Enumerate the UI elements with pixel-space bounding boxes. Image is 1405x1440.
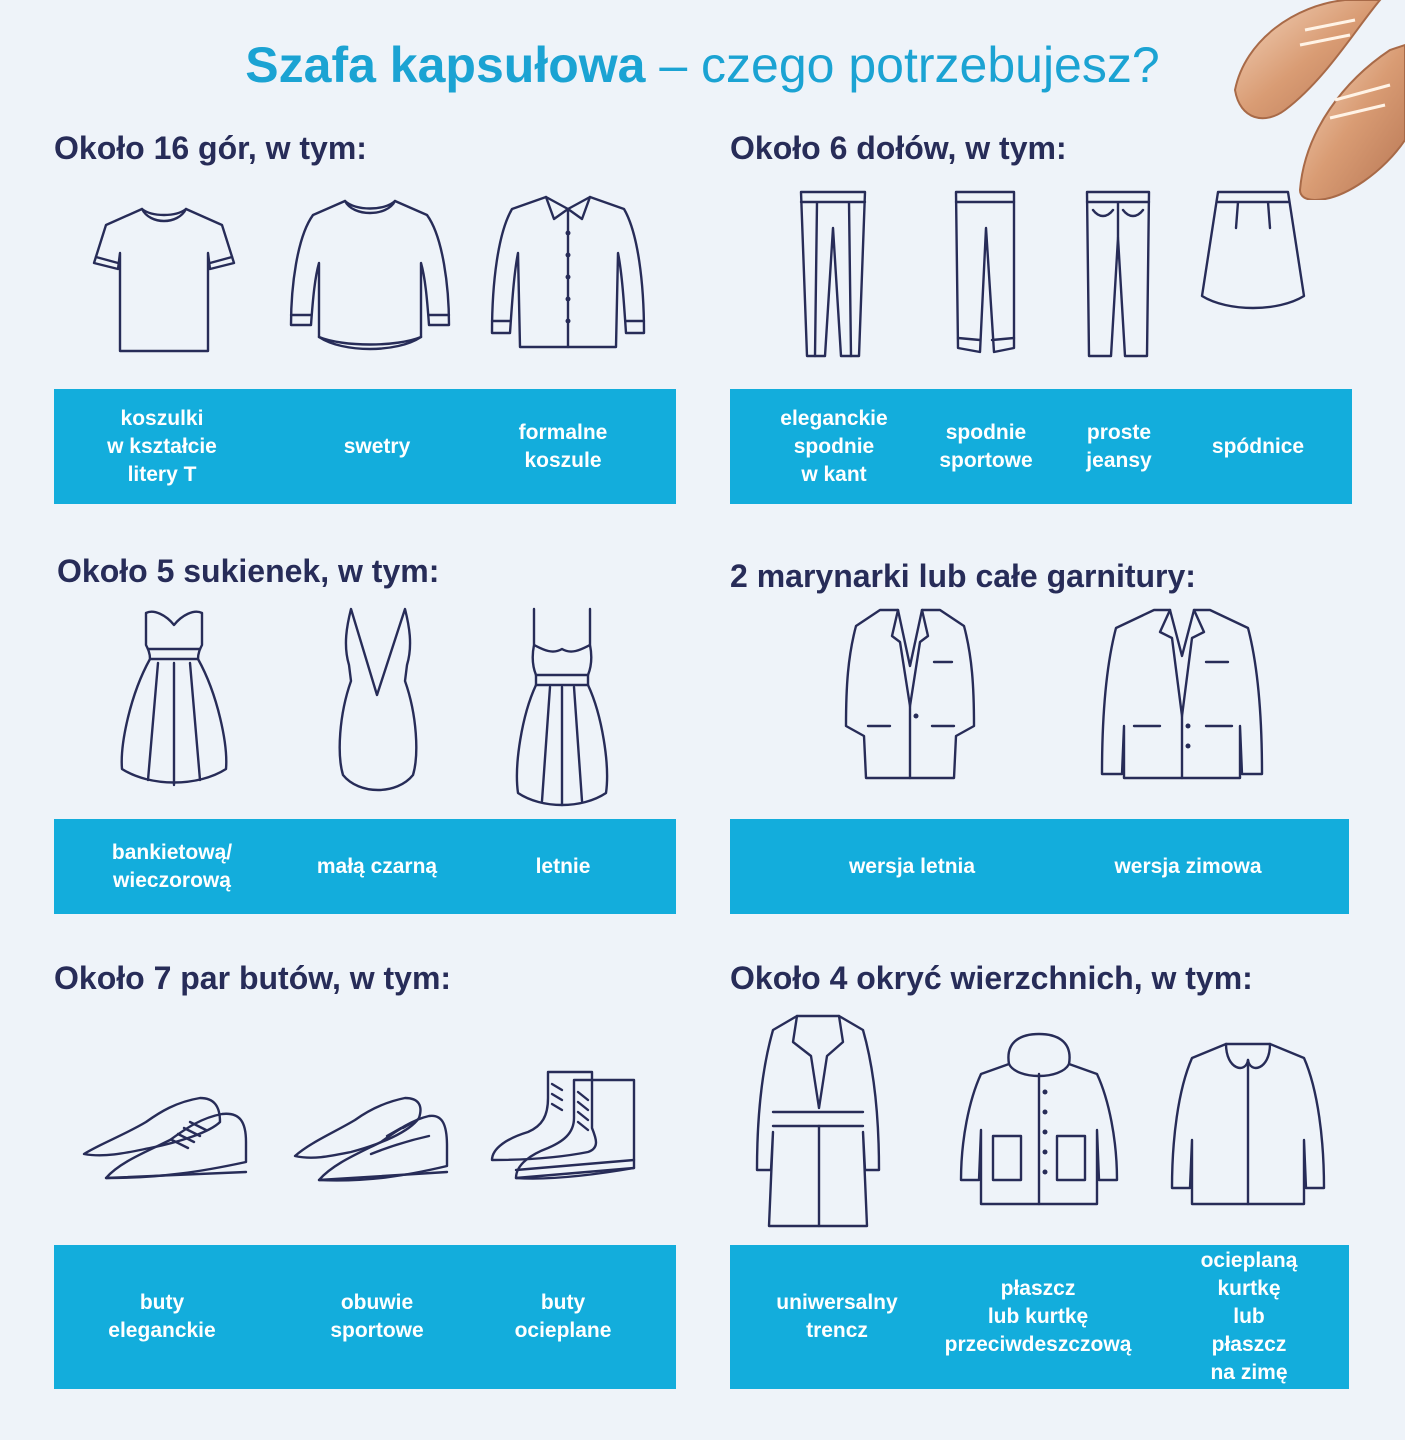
label-summer-dresses: letnie (535, 854, 591, 878)
label-winter-jacket: ocieplaną kurtkę lub płaszcz na zimę (1200, 1249, 1298, 1384)
bottoms-label-band (730, 389, 1352, 504)
tshirt-icon (92, 205, 236, 355)
tops-heading: Około 16 gór, w tym: (54, 130, 367, 166)
trench-coat-icon (753, 1012, 883, 1230)
sneakers-icon (291, 1092, 451, 1186)
label-trench-coat: uniwersalny trencz (776, 1291, 898, 1342)
boots-icon (488, 1068, 640, 1184)
gold-shoes-photo (1205, 0, 1405, 200)
tops-label-band (54, 389, 676, 504)
winter-blazer-icon (1098, 606, 1266, 784)
label-rain-jacket: płaszcz lub kurtkę przeciwdeszczową (944, 1277, 1132, 1356)
label-elegant-shoes: buty eleganckie (108, 1291, 216, 1342)
label-winter-version: wersja zimowa (1114, 854, 1262, 878)
label-sweaters: swetry (343, 434, 411, 458)
bottoms-heading: Około 6 dołów, w tym: (730, 130, 1067, 166)
shoes-heading: Około 7 par butów, w tym: (54, 960, 452, 996)
label-little-black-dress: małą czarną (316, 854, 438, 878)
title-main: Szafa kapsułowa (245, 37, 646, 93)
title-sub: – czego potrzebujesz? (659, 37, 1160, 93)
jeans-icon (1083, 188, 1153, 358)
rain-jacket-icon (957, 1030, 1121, 1208)
blazers-heading: 2 marynarki lub całe garnitury: (730, 558, 1196, 594)
shirt-icon (488, 193, 648, 353)
dresses-label-band (54, 819, 676, 914)
sweater-icon (287, 197, 453, 357)
sweatpants-icon (950, 188, 1020, 358)
label-evening-dress: bankietową/ wieczorową (111, 840, 233, 892)
dress-trousers-icon (797, 188, 869, 358)
label-insulated-boots: buty ocieplane (514, 1291, 612, 1342)
label-jeans: proste jeansy (1086, 420, 1152, 472)
evening-dress-icon (118, 605, 230, 790)
label-skirts: spódnice (1211, 434, 1305, 458)
blazers-label-band (730, 819, 1349, 914)
little-black-dress-icon (337, 605, 419, 797)
shoes-label-band (54, 1245, 676, 1389)
label-summer-version: wersja letnia (848, 854, 976, 878)
summer-blazer-icon (842, 606, 978, 784)
label-sport-shoes: obuwie sportowe (330, 1291, 424, 1342)
outerwear-label-band (730, 1245, 1349, 1389)
summer-dress-icon (512, 605, 612, 810)
label-formal-shirts: formalne koszule (518, 420, 608, 472)
oxford-shoes-icon (80, 1092, 252, 1184)
page-title (0, 36, 1405, 94)
label-dress-trousers: eleganckie spodnie w kant (780, 406, 888, 486)
label-tshirts: koszulki w kształcie litery T (107, 406, 217, 486)
outerwear-heading: Około 4 okryć wierzchnich, w tym: (730, 960, 1253, 996)
dresses-heading: Około 5 sukienek, w tym: (57, 553, 440, 589)
skirt-icon (1198, 188, 1308, 313)
label-sweatpants: spodnie sportowe (939, 420, 1033, 472)
winter-jacket-icon (1168, 1040, 1328, 1208)
